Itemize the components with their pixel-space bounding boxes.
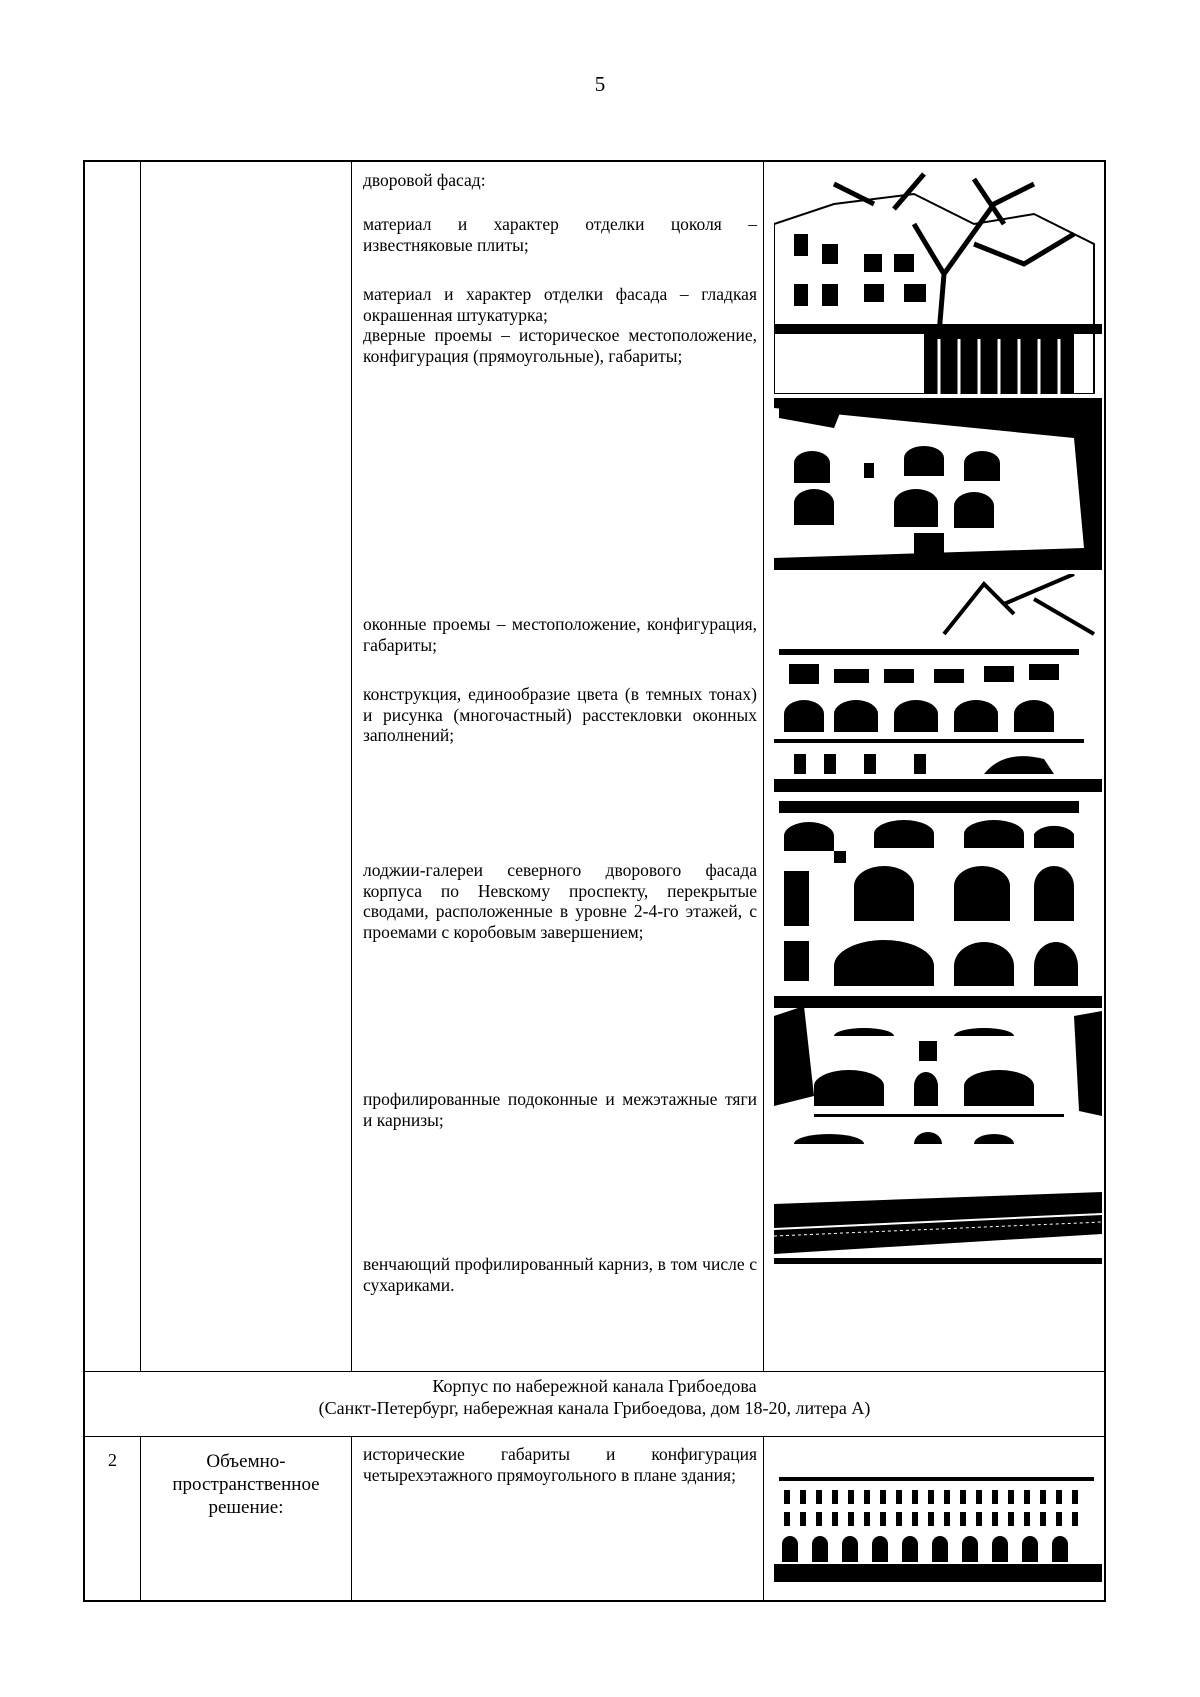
col-divider (763, 1436, 764, 1602)
desc-paragraph: исторические габариты и конфигурация четырехэтажного прямоугольного в плане здания; (363, 1444, 757, 1485)
profiled-cornices-photo (774, 996, 1102, 1146)
col-divider (140, 162, 141, 1371)
row-category: Объемно-пространственное решение: (172, 1451, 320, 1518)
row-divider (85, 1371, 1104, 1372)
section-heading-address: (Санкт-Петербург, набережная канала Грибоедова, дом 18-20, литера А) (318, 1398, 871, 1418)
desc-block (363, 684, 757, 746)
col-divider (351, 1436, 352, 1602)
courtyard-windows-photo (774, 574, 1102, 792)
desc-paragraph: венчающий профилированный карниз, в том числе с сухариками. (363, 1254, 757, 1295)
desc-block (363, 1254, 757, 1295)
crowning-cornice-photo (774, 1174, 1102, 1264)
desc-block (363, 614, 757, 655)
col-divider (763, 162, 764, 1371)
section-heading-title: Корпус по набережной канала Грибоедова (432, 1376, 757, 1396)
canal-embankment-building-photo (774, 1452, 1102, 1582)
desc-paragraph: оконные проемы – местоположение, конфигурация, габариты; (363, 614, 757, 655)
page-number: 5 (594, 72, 606, 96)
desc-paragraph: лоджии-галереи северного дворового фасада корпуса по Невскому проспекту, перекрытые сводами, расположенные в уровне 2-4-го этажей, с проемами с коробовым завершением; (363, 860, 757, 942)
desc-block (363, 170, 757, 191)
col-divider (351, 162, 352, 1371)
section-heading (85, 1375, 1104, 1419)
desc-paragraph: профилированные подоконные и межэтажные тяги и карнизы; (363, 1089, 757, 1130)
desc-paragraph: конструкция, единообразие цвета (в темных тонах) и рисунка (многочастный) расстекловки оконных заполнений; (363, 684, 757, 745)
desc-paragraph: материал и характер отделки цоколя – известняковые плиты; (363, 214, 757, 255)
courtyard-doors-photo (774, 398, 1102, 570)
row-number: 2 (108, 1450, 117, 1470)
loggia-gallery-photo (774, 796, 1102, 992)
desc-paragraph: дворовой фасад: (363, 170, 486, 190)
courtyard-facade-tree-photo (774, 164, 1102, 394)
table (83, 160, 1106, 1602)
desc-block (363, 1089, 757, 1130)
desc-paragraph: материал и характер отделки фасада – гладкая окрашенная штукатурка; (363, 284, 757, 325)
desc-block (363, 214, 757, 255)
desc-block (363, 284, 757, 366)
desc-block (363, 1444, 757, 1485)
row-divider (85, 1436, 1104, 1437)
desc-block (363, 860, 757, 942)
desc-paragraph: дверные проемы – историческое местоположение, конфигурация (прямоугольные), габариты; (363, 325, 757, 366)
